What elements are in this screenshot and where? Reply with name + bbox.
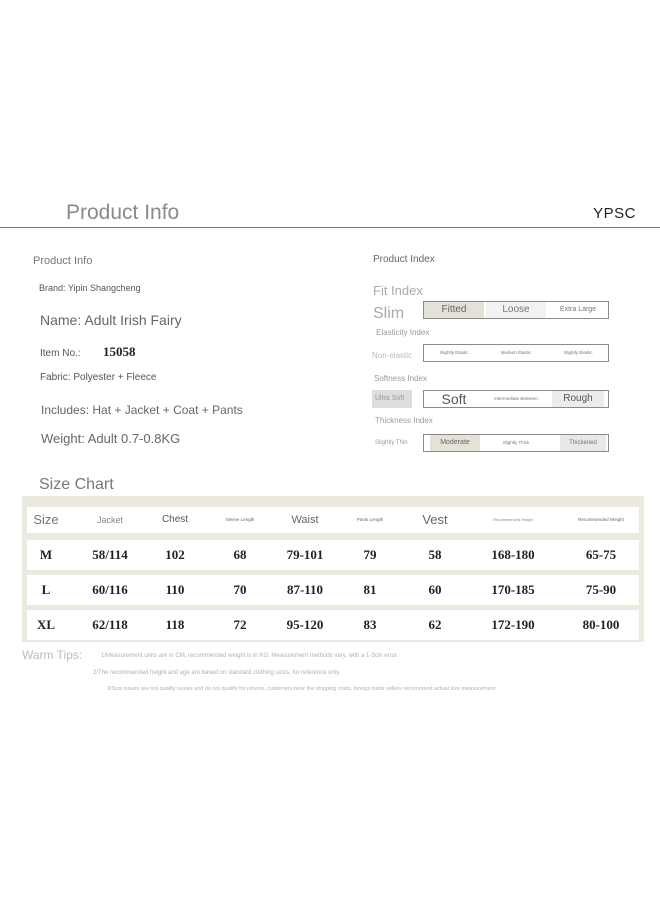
warm-tips-label: Warm Tips: bbox=[22, 648, 83, 662]
chest-cell: 118 bbox=[165, 617, 185, 632]
jacket-cell: 60/116 bbox=[92, 582, 128, 597]
elasticity-side-label: Non-elastic bbox=[372, 351, 413, 360]
waist-cell: 79-101 bbox=[286, 547, 324, 562]
vest-cell: 60 bbox=[428, 582, 442, 597]
pants-length-cell: 83 bbox=[363, 617, 377, 632]
height-cell: 170-185 bbox=[491, 582, 535, 597]
fit-option-extra-large: Extra Large bbox=[559, 306, 597, 313]
thickness-side-label: Slightly Thin bbox=[375, 440, 408, 446]
product-name: Name: Adult Irish Fairy bbox=[40, 312, 182, 328]
size-chart-table bbox=[22, 496, 644, 642]
weight-cell: 65-75 bbox=[585, 547, 617, 562]
page-title: Product Info bbox=[66, 201, 180, 224]
thickness-option-moderate: Moderate bbox=[430, 435, 480, 451]
elasticity-index-bar bbox=[423, 344, 609, 362]
header-waist: Waist bbox=[291, 514, 319, 526]
header-vest: Vest bbox=[422, 512, 448, 527]
elasticity-index-title: Elasticity Index bbox=[376, 328, 430, 337]
size-cell: M bbox=[39, 547, 53, 562]
softness-option-rough: Rough bbox=[552, 391, 604, 407]
header-chest: Chest bbox=[161, 514, 189, 525]
product-info-heading: Product Info bbox=[33, 255, 93, 267]
weight-cell: 80-100 bbox=[582, 617, 620, 632]
thickness-option-slightly-thick: Slightly Thick bbox=[502, 440, 530, 445]
warm-tip-2: 2/The recommended height and age are based on standard clothing sizes, for reference only. bbox=[93, 670, 341, 676]
size-chart-title: Size Chart bbox=[39, 476, 114, 493]
warm-tip-1: 1/Measurement units are in CM, recommended weight is in KG, Measurement methods vary, with a 1-3cm error. bbox=[101, 653, 399, 659]
brand-mark: YPSC bbox=[593, 205, 636, 222]
thickness-index-title: Thickness Index bbox=[375, 416, 433, 425]
softness-side-label: Ultra Soft bbox=[375, 395, 405, 402]
table-row bbox=[27, 575, 639, 605]
softness-option-intermediate: Intermediate Between bbox=[494, 396, 538, 401]
table-row bbox=[27, 610, 639, 640]
header-recommended-height: Recommended Height bbox=[493, 517, 533, 522]
fit-side-label: Slim bbox=[373, 305, 405, 322]
header-jacket: Jacket bbox=[96, 515, 123, 525]
vest-cell: 58 bbox=[428, 547, 442, 562]
fit-index-title: Fit Index bbox=[373, 283, 423, 298]
sleeve-length-cell: 68 bbox=[233, 547, 247, 562]
includes-text: Includes: Hat + Jacket + Coat + Pants bbox=[41, 403, 243, 417]
size-chart-header-row bbox=[27, 507, 639, 533]
product-index-heading: Product Index bbox=[373, 254, 435, 265]
softness-index-title: Softness Index bbox=[374, 374, 427, 383]
softness-option-soft: Soft bbox=[441, 391, 467, 407]
sleeve-length-cell: 70 bbox=[233, 582, 247, 597]
warm-tip-3: 3/Size issues are not quality issues and do not qualify for returns, customers bear the shipping costs, foreign trade sellers recommend actual size measurement. bbox=[107, 686, 497, 692]
sleeve-length-cell: 72 bbox=[233, 617, 247, 632]
header-sleeve-length: Sleeve Length bbox=[225, 517, 255, 522]
pants-length-cell: 79 bbox=[363, 547, 377, 562]
vest-cell: 62 bbox=[428, 617, 442, 632]
pants-length-cell: 81 bbox=[363, 582, 377, 597]
table-row bbox=[27, 540, 639, 570]
jacket-cell: 58/114 bbox=[92, 547, 128, 562]
fit-index-bar bbox=[423, 301, 609, 319]
waist-cell: 95-120 bbox=[286, 617, 324, 632]
height-cell: 172-190 bbox=[491, 617, 535, 632]
header-recommended-weight: Recommended Weight bbox=[578, 517, 624, 522]
fabric-text: Fabric: Polyester + Fleece bbox=[40, 372, 157, 383]
chest-cell: 102 bbox=[165, 547, 185, 562]
brand-text: Brand: Yipin Shangcheng bbox=[39, 283, 141, 293]
header-size: Size bbox=[33, 512, 59, 527]
softness-index-bar bbox=[423, 390, 609, 408]
waist-cell: 87-110 bbox=[286, 582, 324, 597]
height-cell: 168-180 bbox=[491, 547, 535, 562]
weight-text: Weight: Adult 0.7-0.8KG bbox=[41, 431, 181, 446]
elasticity-option-1: Slightly Elastic bbox=[439, 350, 469, 355]
fit-option-fitted: Fitted bbox=[424, 302, 484, 318]
header-divider bbox=[0, 227, 660, 228]
thickness-index-bar bbox=[423, 434, 609, 452]
chest-cell: 110 bbox=[165, 582, 185, 597]
elasticity-option-3: Slightly Elastic bbox=[563, 350, 593, 355]
header-pants-length: Pants Length bbox=[356, 517, 384, 522]
size-cell: XL bbox=[36, 617, 56, 632]
size-cell: L bbox=[41, 582, 51, 597]
elasticity-option-2: Medium Elastic bbox=[500, 350, 532, 355]
item-number-value: 15058 bbox=[103, 344, 136, 359]
item-number-label: Item No.: bbox=[40, 348, 81, 359]
weight-cell: 75-90 bbox=[585, 582, 617, 597]
jacket-cell: 62/118 bbox=[92, 617, 128, 632]
thickness-option-thickened: Thickened bbox=[560, 435, 606, 451]
fit-option-loose: Loose bbox=[486, 302, 546, 318]
item-number bbox=[40, 343, 136, 361]
